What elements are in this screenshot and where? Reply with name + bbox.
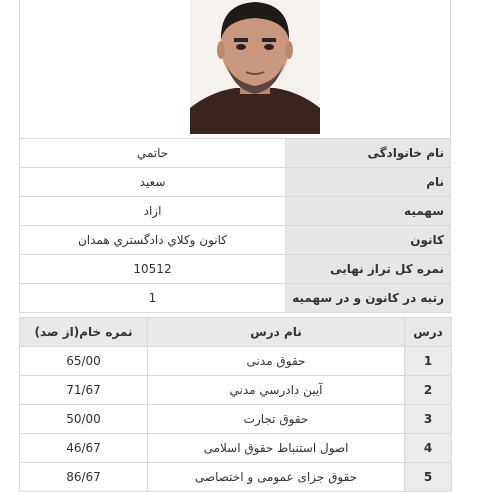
rank-value: 1 (20, 284, 286, 313)
lastname-value: حاتمي (20, 139, 286, 168)
course-name: اصول استنباط حقوق اسلامی (148, 434, 405, 463)
course-score: 86/67 (20, 463, 148, 492)
course-score: 71/67 (20, 376, 148, 405)
table-row (20, 347, 452, 376)
table-row (20, 376, 452, 405)
rank-label: رتبه در کانون و در سهمیه (286, 284, 451, 313)
candidate-photo (190, 0, 320, 134)
header-score: نمره خام(از صد) (20, 318, 148, 347)
total-score-value: 10512 (20, 255, 286, 284)
quota-label: سهمیه (286, 197, 451, 226)
course-name: حقوق جزای عمومی و اختصاصی (148, 463, 405, 492)
course-number: 4 (405, 434, 452, 463)
total-score-label: نمره کل تراز نهایی (286, 255, 451, 284)
info-row-lastname (20, 139, 451, 168)
grades-header-row (20, 318, 452, 347)
info-row-total-score (20, 255, 451, 284)
header-course-name: نام درس (148, 318, 405, 347)
firstname-label: نام (286, 168, 451, 197)
photo-frame (19, 0, 451, 138)
quota-value: ازاد (20, 197, 286, 226)
table-row (20, 434, 452, 463)
grades-table (19, 317, 452, 492)
table-row (20, 405, 452, 434)
table-row (20, 463, 452, 492)
info-row-rank (20, 284, 451, 313)
course-number: 2 (405, 376, 452, 405)
info-row-firstname (20, 168, 451, 197)
header-course: درس (405, 318, 452, 347)
course-number: 3 (405, 405, 452, 434)
course-number: 1 (405, 347, 452, 376)
info-row-quota (20, 197, 451, 226)
bar-label: کانون (286, 226, 451, 255)
course-name: آيين دادرسي مدني (148, 376, 405, 405)
info-row-bar (20, 226, 451, 255)
course-name: حقوق تجارت (148, 405, 405, 434)
course-number: 5 (405, 463, 452, 492)
course-score: 50/00 (20, 405, 148, 434)
candidate-info-table (19, 138, 451, 313)
lastname-label: نام خانوادگی (286, 139, 451, 168)
course-name: حقوق مدنی (148, 347, 405, 376)
bar-value: كانون وكلاي دادگستري همدان (20, 226, 286, 255)
course-score: 65/00 (20, 347, 148, 376)
course-score: 46/67 (20, 434, 148, 463)
firstname-value: سعيد (20, 168, 286, 197)
